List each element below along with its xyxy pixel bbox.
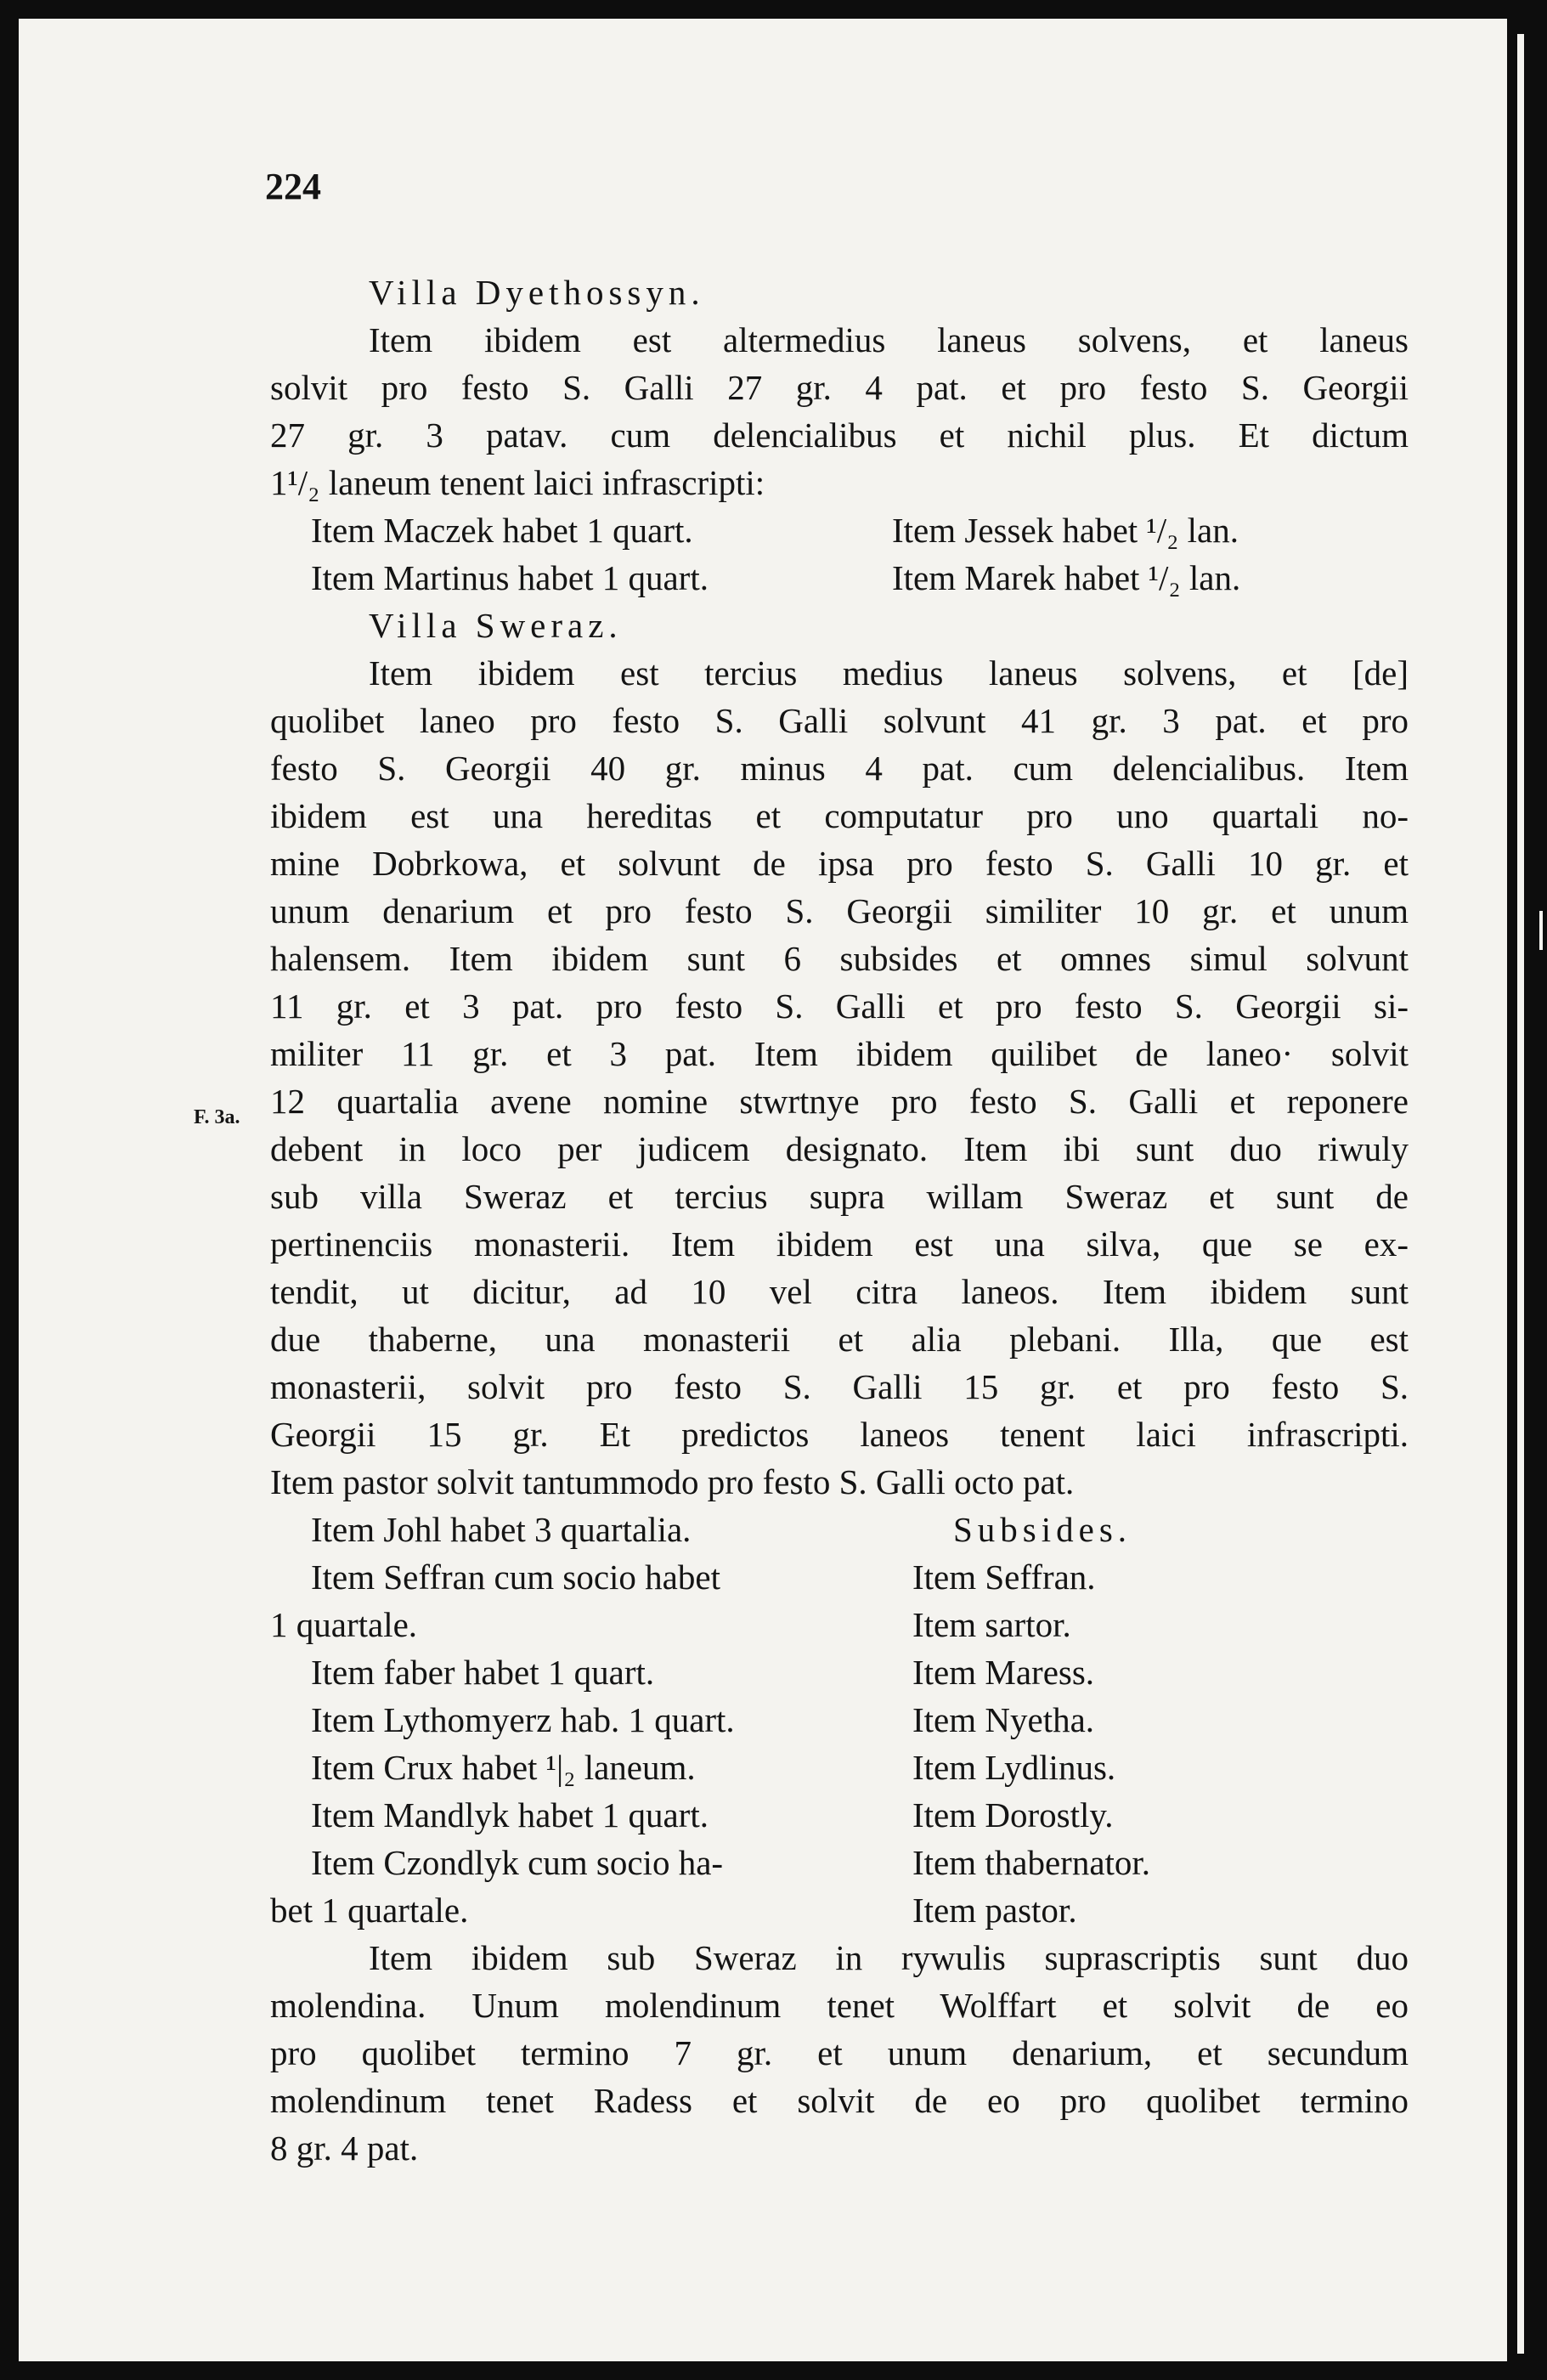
text-line: 27 gr. 3 patav. cum delencialibus et nichil plus. Et dictum — [270, 416, 1409, 455]
tenant-entry: 1 quartale. — [270, 1605, 418, 1644]
text-line: due thaberne, una monasterii et alia plebani. Illa, que est — [270, 1320, 1409, 1359]
tenant-entry: Item Jessek habet ¹/₂ lan. — [892, 511, 1239, 550]
text-line: Item pastor solvit tantummodo pro festo S. Galli octo pat. — [270, 1462, 1075, 1501]
text-line: 1¹/₂ laneum tenent laici infrascripti: — [270, 463, 765, 502]
tenant-entry: Item Johl habet 3 quartalia. — [311, 1510, 692, 1549]
text-line: 11 gr. et 3 pat. pro festo S. Galli et pro festo S. Georgii si- — [270, 986, 1409, 1026]
book-page — [19, 19, 1507, 2361]
section-heading-sweraz: Villa Sweraz. — [369, 606, 623, 645]
tenant-entry: Item Mandlyk habet 1 quart. — [311, 1795, 709, 1834]
text-line: monasterii, solvit pro festo S. Galli 15 gr. et pro festo S. — [270, 1367, 1409, 1406]
text-line: debent in loco per judicem designato. Item ibi sunt duo riwuly — [270, 1129, 1409, 1168]
page-number: 224 — [265, 166, 321, 207]
subsides-entry: Item sartor. — [912, 1605, 1071, 1644]
text-line: sub villa Sweraz et tercius supra willam Sweraz et sunt de — [270, 1177, 1409, 1216]
text-line: quolibet laneo pro festo S. Galli solvunt 41 gr. 3 pat. et pro — [270, 701, 1409, 740]
text-line: molendinum tenet Radess et solvit de eo pro quolibet termino — [270, 2081, 1409, 2120]
tenant-entry: Item Seffran cum socio habet — [311, 1557, 720, 1597]
section-heading-dyethossyn: Villa Dyethossyn. — [369, 273, 705, 312]
subsides-entry: Item pastor. — [912, 1891, 1077, 1930]
subsides-entry: Item Lydlinus. — [912, 1748, 1116, 1787]
subsides-entry: Item thabernator. — [912, 1843, 1151, 1882]
text-line: unum denarium et pro festo S. Georgii similiter 10 gr. et unum — [270, 891, 1409, 930]
tenant-entry: Item Martinus habet 1 quart. — [311, 558, 709, 597]
text-line: Item ibidem sub Sweraz in rywulis suprascriptis sunt duo — [369, 1938, 1409, 1977]
text-line: ibidem est una hereditas et computatur pro uno quartali no- — [270, 796, 1409, 835]
text-line: Georgii 15 gr. Et predictos laneos tenent laici infrascripti. — [270, 1415, 1409, 1454]
tenant-entry: Item faber habet 1 quart. — [311, 1653, 655, 1692]
text-line: festo S. Georgii 40 gr. minus 4 pat. cum delencialibus. Item — [270, 749, 1409, 788]
text-line: 8 gr. 4 pat. — [270, 2128, 419, 2168]
text-line: mine Dobrkowa, et solvunt de ipsa pro festo S. Galli 10 gr. et — [270, 844, 1409, 883]
page-edge — [1517, 34, 1524, 2354]
text-line: militer 11 gr. et 3 pat. Item ibidem quilibet de laneo· solvit — [270, 1034, 1409, 1073]
text-line: Item ibidem est tercius medius laneus solvens, et [de] — [369, 653, 1409, 693]
text-line: 12 quartalia avene nomine stwrtnye pro festo S. Galli et reponere — [270, 1082, 1409, 1121]
tenant-entry: bet 1 quartale. — [270, 1891, 469, 1930]
text-line: tendit, ut dicitur, ad 10 vel citra laneos. Item ibidem sunt — [270, 1272, 1409, 1311]
text-line: pro quolibet termino 7 gr. et unum denarium, et secundum — [270, 2033, 1409, 2072]
text-line: halensem. Item ibidem sunt 6 subsides et omnes simul solvunt — [270, 939, 1409, 978]
tenant-entry: Item Lythomyerz hab. 1 quart. — [311, 1700, 735, 1739]
page-edge-mark — [1539, 911, 1543, 950]
tenant-entry: Item Maczek habet 1 quart. — [311, 511, 693, 550]
subsides-entry: Item Nyetha. — [912, 1700, 1095, 1739]
text-line: Item ibidem est altermedius laneus solvens, et laneus — [369, 320, 1409, 359]
tenant-entry: Item Crux habet ¹|₂ laneum. — [311, 1748, 696, 1787]
text-line: solvit pro festo S. Galli 27 gr. 4 pat. et pro festo S. Georgii — [270, 368, 1409, 407]
tenant-entry: Item Marek habet ¹/₂ lan. — [892, 558, 1241, 597]
text-line: molendina. Unum molendinum tenet Wolffart et solvit de eo — [270, 1986, 1409, 2025]
subsides-entry: Item Seffran. — [912, 1557, 1096, 1597]
text-line: pertinenciis monasterii. Item ibidem est una silva, que se ex- — [270, 1224, 1409, 1263]
tenant-entry: Item Czondlyk cum socio ha- — [311, 1843, 724, 1882]
subsides-entry: Item Dorostly. — [912, 1795, 1114, 1834]
subsides-heading: Subsides. — [953, 1510, 1132, 1549]
subsides-entry: Item Maress. — [912, 1653, 1095, 1692]
margin-note: F. 3a. — [194, 1106, 240, 1128]
